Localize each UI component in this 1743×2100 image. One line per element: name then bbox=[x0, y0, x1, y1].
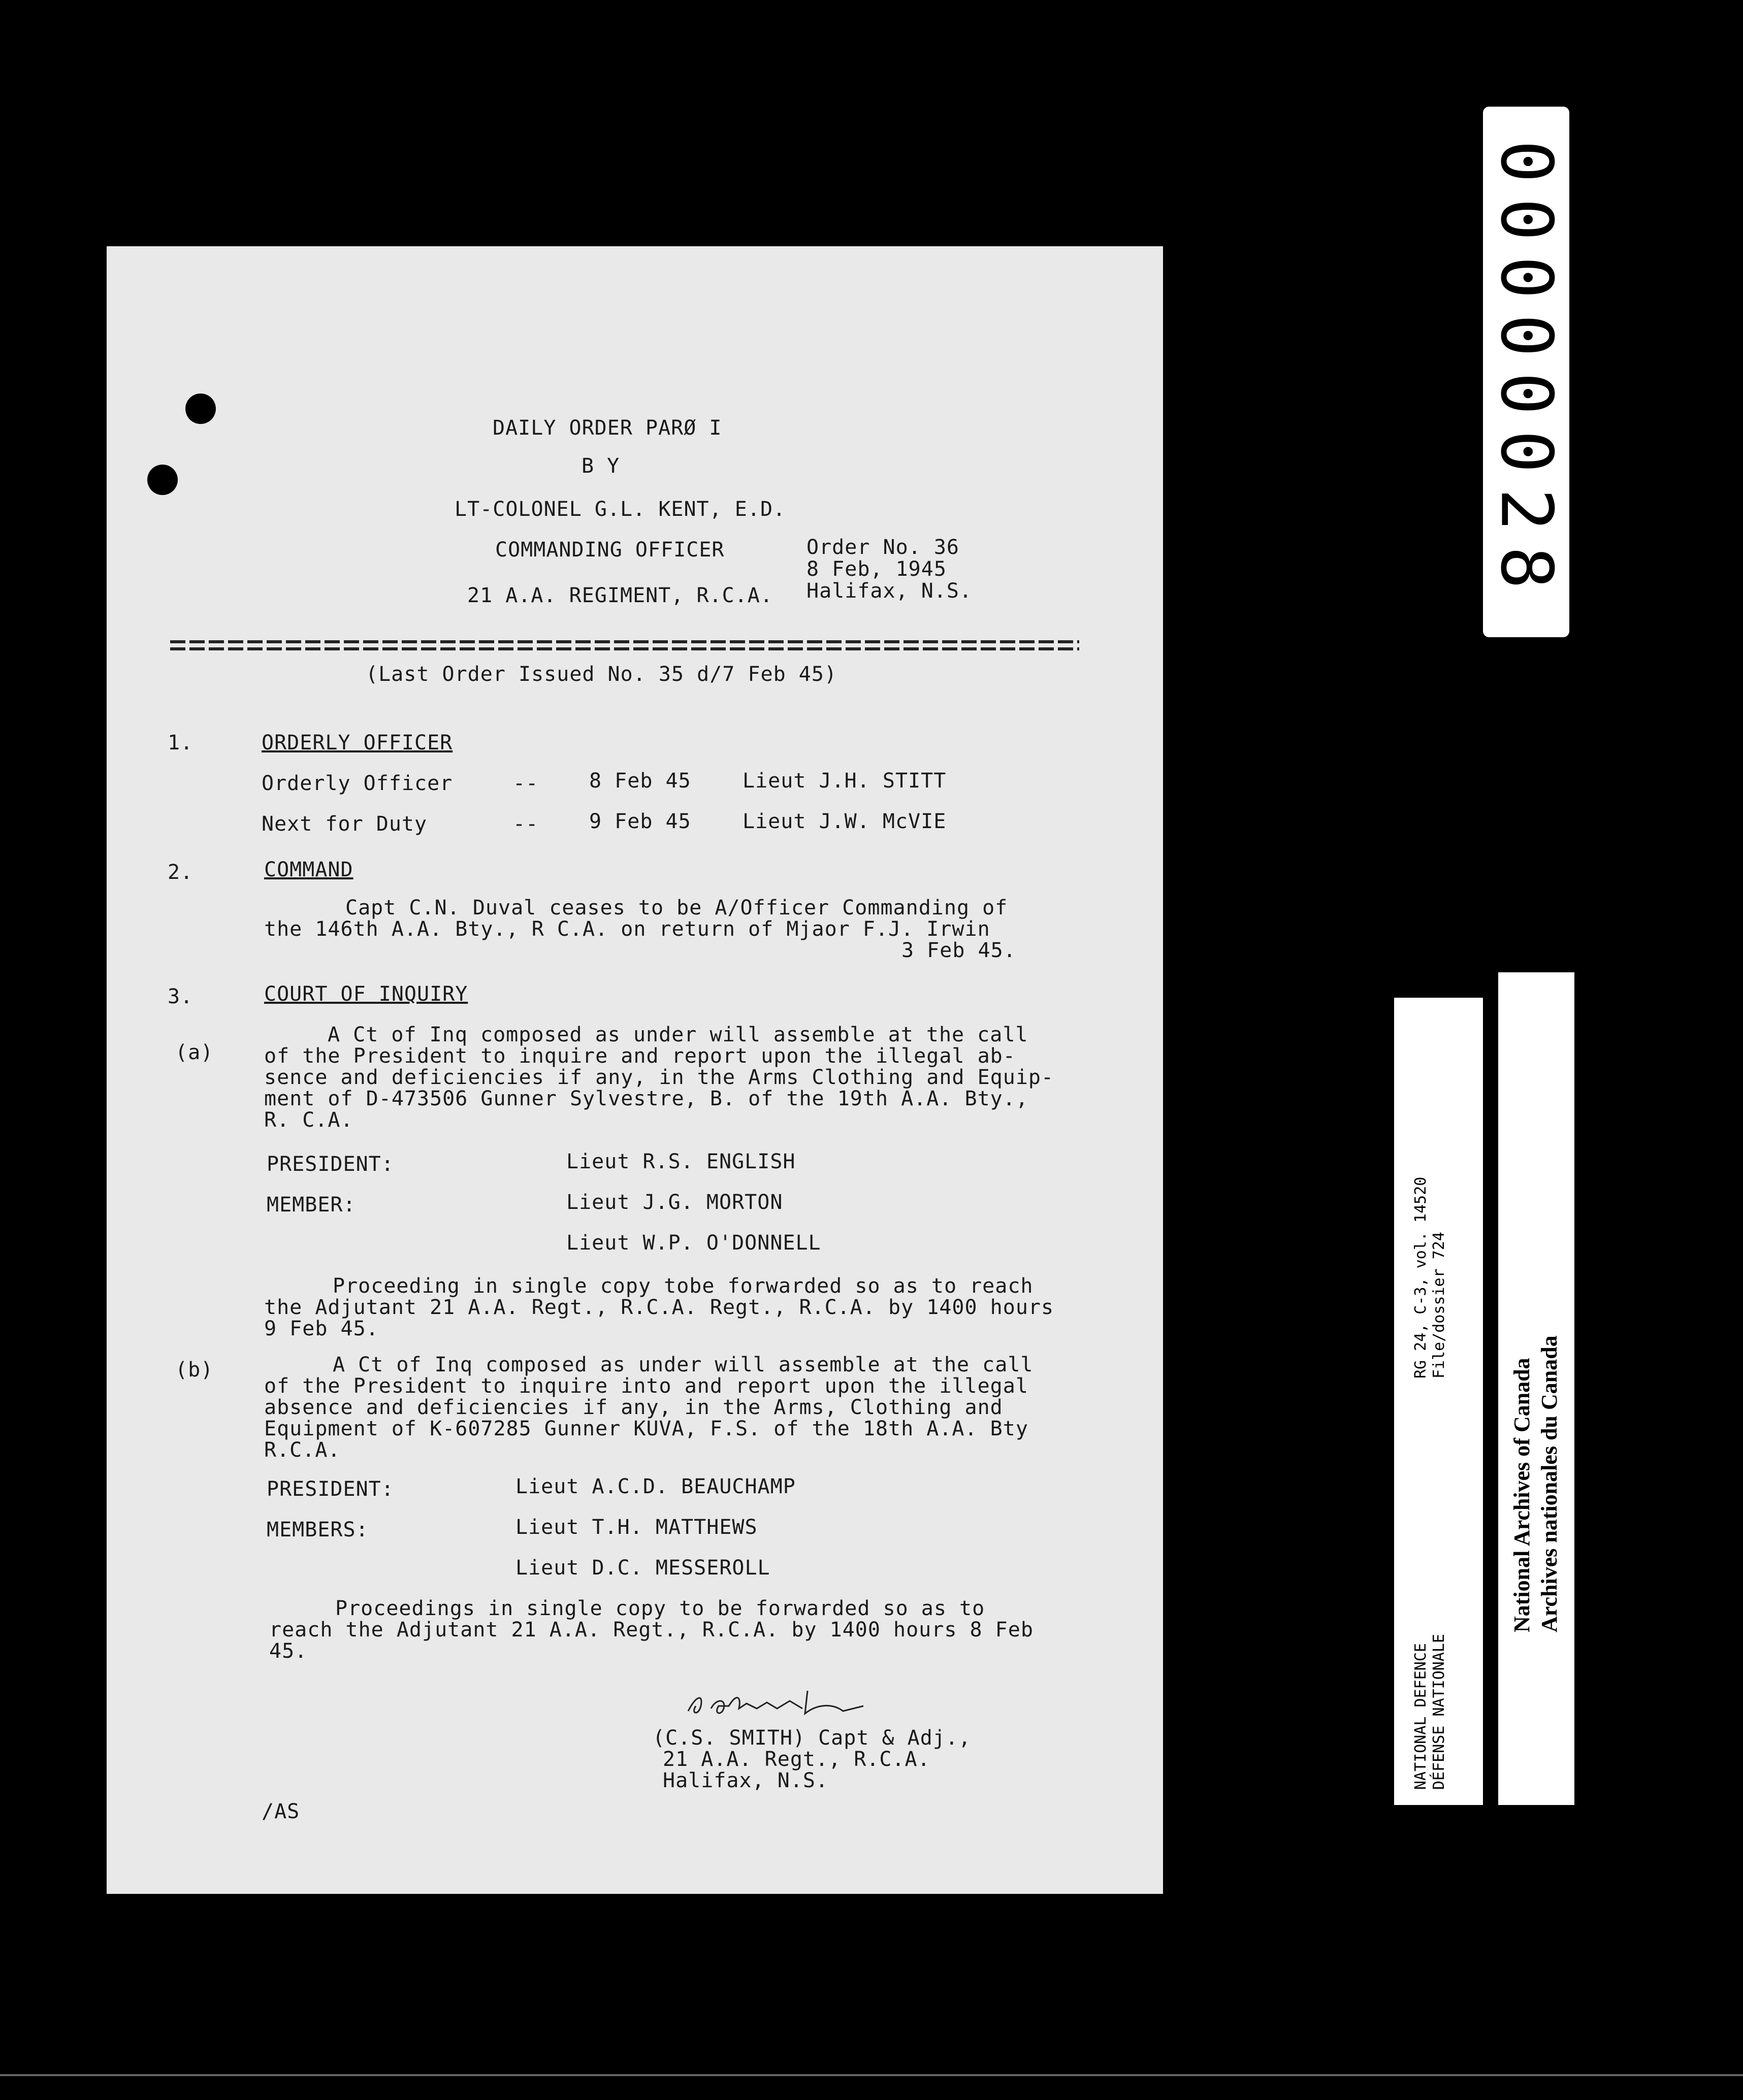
order-text bbox=[107, 246, 1163, 1894]
order-date: 8 Feb, 1945 bbox=[806, 557, 947, 581]
order-title: DAILY ORDER PARØ I bbox=[493, 416, 722, 440]
president-label: PRESIDENT: bbox=[267, 1153, 394, 1176]
proceeding-line: 45. bbox=[269, 1639, 308, 1663]
proceeding-line: 9 Feb 45. bbox=[264, 1317, 379, 1340]
archives-line: National Archives of Canada bbox=[1509, 1358, 1534, 1632]
section-heading: COMMAND bbox=[264, 858, 353, 881]
duty-date: 8 Feb 45 bbox=[589, 769, 691, 793]
order-number: Order No. 36 bbox=[806, 536, 959, 559]
subsection-label: (a) bbox=[175, 1041, 214, 1064]
reference-text bbox=[1412, 1177, 1448, 1379]
inquiry-text-line: ment of D-473506 Gunner Sylvestre, B. of the 19th A.A. Bty., bbox=[264, 1087, 1028, 1110]
inquiry-text-line: Equipment of K-607285 Gunner KUVA, F.S. of the 18th A.A. Bty bbox=[264, 1417, 1028, 1440]
section-number: 1. bbox=[168, 731, 193, 754]
signature-line: 21 A.A. Regt., R.C.A. bbox=[663, 1748, 930, 1771]
section-heading: ORDERLY OFFICER bbox=[262, 731, 453, 754]
signature-line: Halifax, N.S. bbox=[663, 1769, 829, 1792]
proceeding-line: Proceeding in single copy tobe forwarded so as to reach bbox=[333, 1274, 1034, 1298]
inquiry-text-line: A Ct of Inq composed as under will assemble at the call bbox=[328, 1023, 1028, 1046]
inquiry-text-line: of the President to inquire into and report upon the illegal bbox=[264, 1374, 1028, 1398]
reference-line: RG 24, C-3, vol. 14520 bbox=[1412, 1176, 1430, 1379]
typist-initials: /AS bbox=[262, 1800, 300, 1823]
handwritten-signature bbox=[681, 1683, 929, 1724]
archives-line: Archives nationales du Canada bbox=[1537, 1335, 1562, 1632]
inquiry-text-line: absence and deficiencies if any, in the Arms, Clothing and bbox=[264, 1396, 1003, 1419]
command-line: the 146th A.A. Bty., R C.A. on return of Mjaor F.J. Irwin bbox=[264, 917, 990, 941]
reference-stamp bbox=[1394, 998, 1483, 1805]
member-label: MEMBERS: bbox=[267, 1518, 369, 1541]
section-number: 2. bbox=[168, 861, 193, 884]
divider-rule bbox=[170, 647, 1079, 650]
subsection-label: (b) bbox=[175, 1358, 214, 1382]
inquiry-text-line: sence and deficiencies if any, in the Arms Clothing and Equip- bbox=[264, 1066, 1054, 1089]
inquiry-text-line: R. C.A. bbox=[264, 1108, 353, 1132]
inquiry-text-line: of the President to inquire and report upon the illegal ab- bbox=[264, 1044, 1016, 1068]
signature-line: (C.S. SMITH) Capt & Adj., bbox=[653, 1726, 972, 1750]
duty-dash: -- bbox=[513, 772, 539, 795]
duty-date: 9 Feb 45 bbox=[589, 810, 691, 833]
duty-label: Orderly Officer bbox=[262, 772, 453, 795]
section-number: 3. bbox=[168, 985, 193, 1008]
reference-line: File/dossier 724 bbox=[1430, 1232, 1448, 1379]
member-label: MEMBER: bbox=[267, 1193, 356, 1217]
archives-text bbox=[1508, 1335, 1563, 1632]
command-line: 3 Feb 45. bbox=[901, 939, 1016, 962]
section-heading: COURT OF INQUIRY bbox=[264, 982, 468, 1006]
defence-line: DÉFENSE NATIONALE bbox=[1430, 1633, 1448, 1790]
member-name: Lieut D.C. MESSEROLL bbox=[515, 1556, 770, 1580]
commander-name: LT-COLONEL G.L. KENT, E.D. bbox=[455, 498, 786, 521]
film-edge-line bbox=[0, 2074, 1743, 2076]
last-order-note: (Last Order Issued No. 35 d/7 Feb 45) bbox=[366, 663, 837, 686]
duty-label: Next for Duty bbox=[262, 812, 428, 836]
command-line: Capt C.N. Duval ceases to be A/Officer Commanding of bbox=[345, 896, 1008, 920]
proceeding-line: reach the Adjutant 21 A.A. Regt., R.C.A. by 1400 hours 8 Feb bbox=[269, 1618, 1034, 1642]
duty-dash: -- bbox=[513, 812, 539, 836]
document-page bbox=[107, 246, 1163, 1894]
frame-number-strip bbox=[1483, 107, 1569, 637]
member-name: Lieut W.P. O'DONNELL bbox=[566, 1231, 821, 1255]
defence-line: NATIONAL DEFENCE bbox=[1412, 1643, 1430, 1790]
defence-text bbox=[1412, 1634, 1448, 1790]
inquiry-text-line: A Ct of Inq composed as under will assemble at the call bbox=[333, 1353, 1034, 1376]
duty-officer: Lieut J.H. STITT bbox=[743, 769, 947, 793]
president-name: Lieut R.S. ENGLISH bbox=[566, 1150, 796, 1173]
by-line: B Y bbox=[582, 454, 620, 478]
frame-number: 00000028 bbox=[1484, 140, 1568, 604]
archives-stamp bbox=[1498, 972, 1574, 1805]
president-label: PRESIDENT: bbox=[267, 1478, 394, 1501]
member-name: Lieut J.G. MORTON bbox=[566, 1191, 783, 1214]
member-name: Lieut T.H. MATTHEWS bbox=[515, 1516, 758, 1539]
inquiry-text-line: R.C.A. bbox=[264, 1438, 341, 1462]
proceeding-line: the Adjutant 21 A.A. Regt., R.C.A. Regt., R.C.A. by 1400 hours bbox=[264, 1296, 1054, 1319]
regiment-name: 21 A.A. REGIMENT, R.C.A. bbox=[467, 584, 773, 607]
president-name: Lieut A.C.D. BEAUCHAMP bbox=[515, 1475, 796, 1498]
order-place: Halifax, N.S. bbox=[806, 579, 973, 603]
commander-role: COMMANDING OFFICER bbox=[495, 538, 725, 562]
duty-officer: Lieut J.W. McVIE bbox=[743, 810, 947, 833]
divider-rule bbox=[170, 640, 1079, 643]
proceeding-line: Proceedings in single copy to be forwarded so as to bbox=[335, 1597, 985, 1620]
